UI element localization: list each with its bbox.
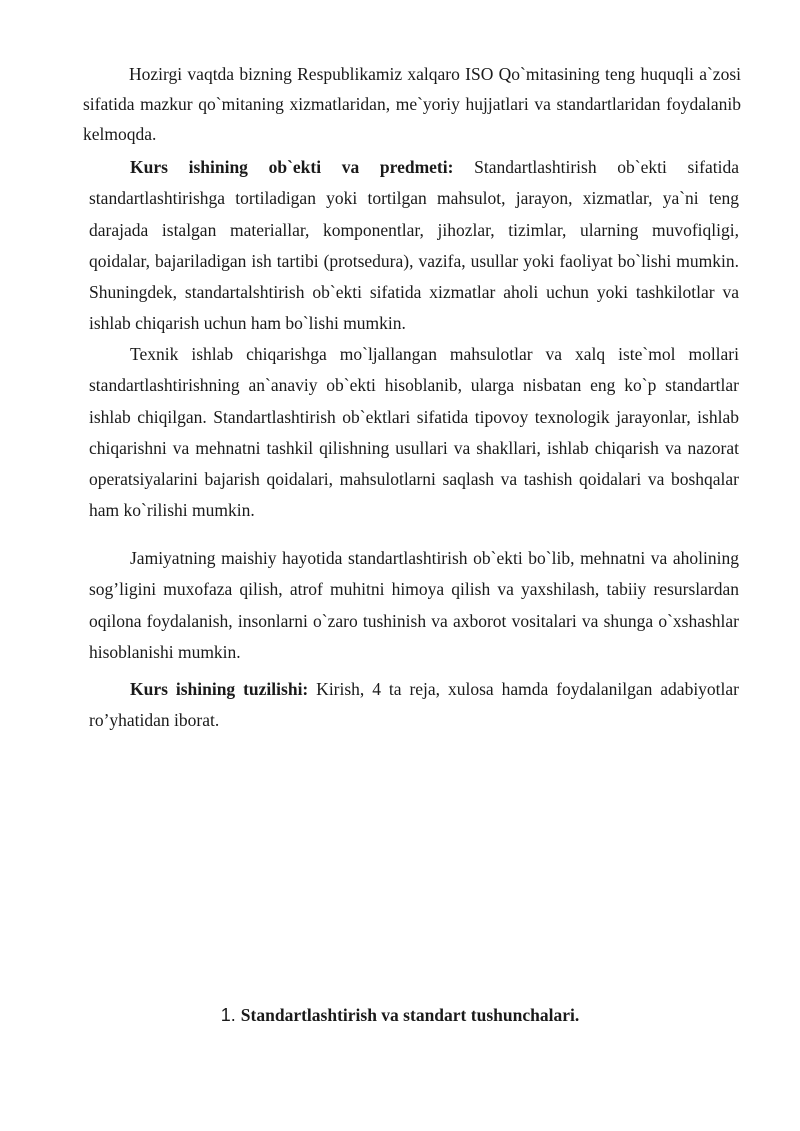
- structure-label: Kurs ishining tuzilishi:: [130, 679, 309, 699]
- paragraph-object-subject: [89, 152, 739, 340]
- structure-text: Kirish, 4 ta reja, xulosa hamda foydalanilgan adabiyotlar ro’yhatidan iborat.: [89, 679, 739, 731]
- paragraph-structure: [89, 674, 739, 737]
- paragraph-social-life: [89, 543, 739, 668]
- section-title: Standartlashtirish va standart tushunchalari.: [240, 1005, 580, 1025]
- paragraph-technical-products: [89, 339, 739, 527]
- social-life-text: Jamiyatning maishiy hayotida standartlashtirish ob`ekti bo`lib, mehnatni va aholining sog’ligini muxofaza qilish, atrof muhitni himoya qilish va yaxshilash, tabiiy resurslardan oqilona foydalanish, insonlarni o`zaro tushinish va axborot vositalari va shunga o`xshashlar hisoblanishi mumkin.: [89, 548, 739, 662]
- paragraph-intro: [83, 59, 741, 149]
- technical-products-text: Texnik ishlab chiqarishga mo`ljallangan mahsulotlar va xalq iste`mol mollari standartlashtirishning an`anaviy ob`ekti hisoblanib, ularga nisbatan eng ko`p standartlar ishlab chiqilgan. Standartlashtirish ob`ektlari sifatida tipovoy texnologik jarayonlar, ishlab chiqarishni va mehnatni tashkil qilishning usullari va shakllari, ishlab chiqarish va nazorat operatsiyalarini bajarish qoidalari, mahsulotlarni saqlash va tashish qoidalari va boshqalar ham ko`rilishi mumkin.: [89, 344, 739, 521]
- paragraph-intro-text: Hozirgi vaqtda bizning Respublikamiz xalqaro ISO Qo`mitasining teng huquqli a`zosi sifatida mazkur qo`mitaning xizmatlaridan, me`yoriy hujjatlari va standartlaridan foydalanib kelmoqda.: [83, 64, 741, 144]
- section-number: 1.: [220, 1005, 241, 1025]
- section-heading: [0, 1000, 800, 1030]
- object-subject-text: Standartlashtirish ob`ekti sifatida standartlashtirishga tortiladigan yoki tortilgan mahsulot, jarayon, xizmatlar, ya`ni teng darajada istalgan materiallar, komponentlar, jihozlar, tizimlar, ularning muvofiqligi, qoidalar, bajariladigan ish tartibi (protsedura), vazifa, usullar yoki faoliyat bo`lishi mumkin. Shuningdek, standartalshtirish ob`ekti sifatida xizmatlar aholi uchun yoki tashkilotlar va ishlab chiqarish uchun ham bo`lishi mumkin.: [89, 157, 739, 334]
- object-subject-label: Kurs ishining ob`ekti va predmeti:: [130, 157, 454, 177]
